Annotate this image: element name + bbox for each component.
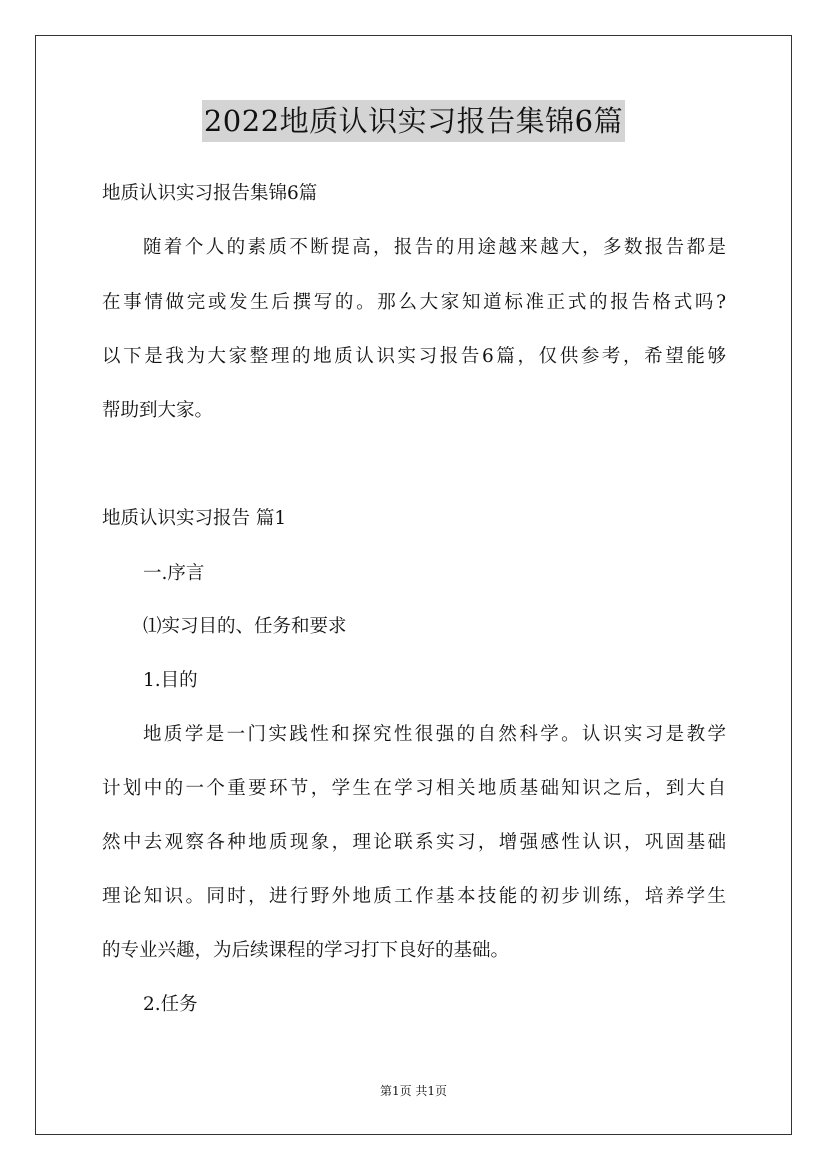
title-container <box>0 100 827 142</box>
document-subtitle: 地质认识实习报告集锦6篇 <box>102 183 318 204</box>
page-footer: 第1页 共1页 <box>379 1084 448 1098</box>
purpose-line-5: 的专业兴趣，为后续课程的学习打下良好的基础。 <box>102 940 510 961</box>
intro-line-3: 以下是我为大家整理的地质认识实习报告6篇，仅供参考，希望能够 <box>102 346 726 367</box>
intro-line-1: 随着个人的素质不断提高，报告的用途越来越大，多数报告都是 <box>143 237 726 258</box>
purpose-heading: 1.目的 <box>143 670 198 691</box>
intro-line-4: 帮助到大家。 <box>102 400 214 421</box>
purpose-line-1: 地质学是一门实践性和探究性很强的自然科学。认识实习是教学 <box>143 724 726 745</box>
task-heading: 2.任务 <box>143 994 198 1015</box>
sub-heading: ⑴实习目的、任务和要求 <box>143 616 347 637</box>
purpose-line-2: 计划中的一个重要环节，学生在学习相关地质基础知识之后，到大自 <box>102 778 726 799</box>
intro-line-2: 在事情做完或发生后撰写的。那么大家知道标准正式的报告格式吗? <box>102 292 726 313</box>
purpose-line-4: 理论知识。同时，进行野外地质工作基本技能的初步训练，培养学生 <box>102 886 726 907</box>
section-heading: 地质认识实习报告 篇1 <box>102 508 287 529</box>
document-title: 2022地质认识实习报告集锦6篇 <box>202 100 625 142</box>
preface-heading: 一.序言 <box>143 563 205 584</box>
purpose-line-3: 然中去观察各种地质现象，理论联系实习，增强感性认识，巩固基础 <box>102 832 726 853</box>
